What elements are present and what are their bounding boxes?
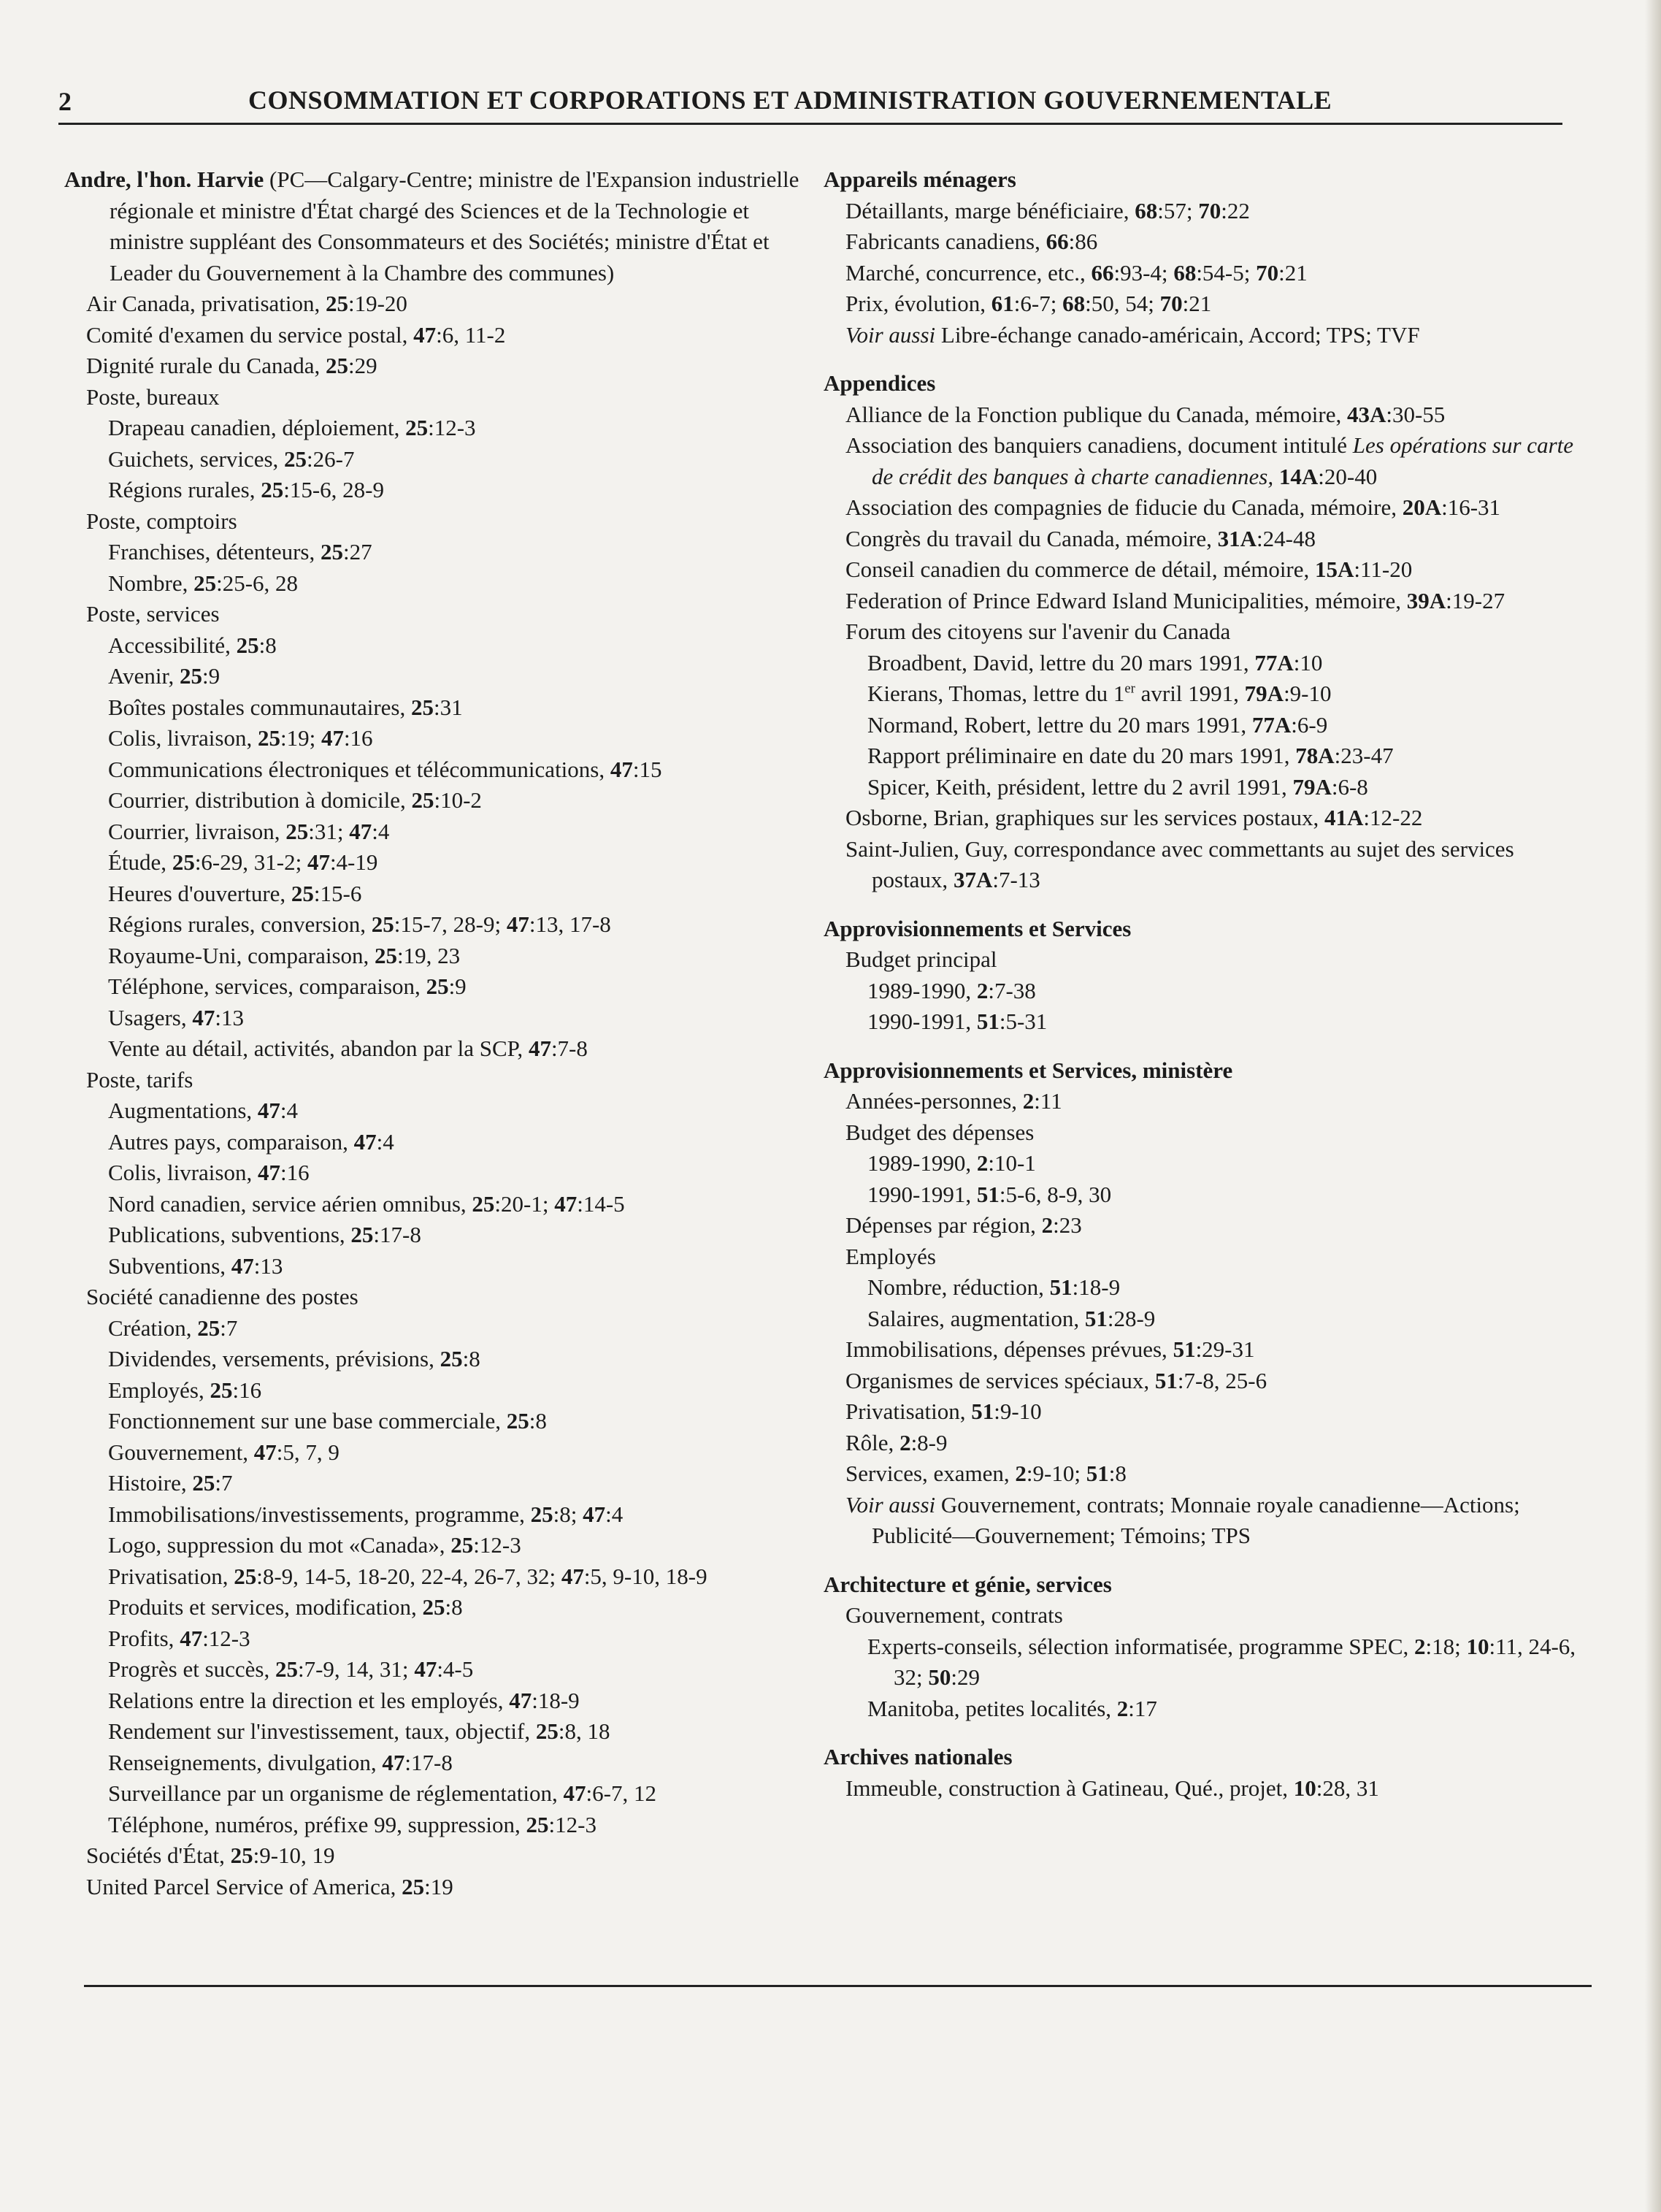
index-subentry: Dividendes, versements, prévisions, 25:8 (108, 1346, 480, 1371)
index-subentry: Royaume-Uni, comparaison, 25:19, 23 (108, 942, 461, 968)
index-subentry: Rendement sur l'investissement, taux, objectif, 25:8, 18 (108, 1718, 610, 1744)
index-subentry: Dignité rurale du Canada, 25:29 (86, 353, 377, 378)
index-heading: Approvisionnements et Services (824, 915, 1132, 941)
index-subentry: Association des banquiers canadiens, document intitulé Les opérations sur carte de crédit des banques à charte canadiennes, 14A:20-40 (845, 432, 1573, 489)
index-subentry: 1990-1991, 51:5-6, 8-9, 30 (867, 1181, 1112, 1207)
running-title: CONSOMMATION ET CORPORATIONS ET ADMINISTRATION GOUVERNEMENTALE (248, 85, 1332, 115)
index-subentry: Poste, tarifs (86, 1066, 193, 1092)
index-subentry: Rôle, 2:8-9 (845, 1429, 948, 1455)
index-heading: Approvisionnements et Services, ministère (824, 1057, 1233, 1083)
index-subentry: Fonctionnement sur une base commerciale, 25:8 (108, 1408, 547, 1434)
index-heading: Archives nationales (824, 1744, 1013, 1769)
index-subentry: Régions rurales, conversion, 25:15-7, 28-9; 47:13, 17-8 (108, 911, 611, 937)
index-subentry: Kierans, Thomas, lettre du 1er avril 1991, 79A:9-10 (867, 681, 1332, 706)
index-subentry: Association des compagnies de fiducie du Canada, mémoire, 20A:16-31 (845, 494, 1501, 520)
index-subentry: Autres pays, comparaison, 47:4 (108, 1128, 394, 1155)
index-subentry: Société canadienne des postes (86, 1284, 358, 1309)
index-subentry: Rapport préliminaire en date du 20 mars 1991, 78A:23-47 (867, 743, 1394, 768)
index-subentry: Augmentations, 47:4 (108, 1098, 299, 1123)
page-number: 2 (58, 87, 72, 116)
index-subentry: Budget principal (845, 946, 997, 972)
see-also: Voir aussi Libre-échange canado-américain, Accord; TPS; TVF (845, 321, 1420, 348)
index-subentry: 1990-1991, 51:5-31 (867, 1009, 1048, 1034)
index-subentry: Guichets, services, 25:26-7 (108, 445, 355, 472)
index-subentry: Subventions, 47:13 (108, 1252, 283, 1279)
right-column (824, 164, 1583, 1804)
index-subentry: Manitoba, petites localités, 2:17 (867, 1695, 1157, 1721)
index-subentry: Poste, comptoirs (86, 508, 237, 534)
index-subentry: Colis, livraison, 47:16 (108, 1160, 310, 1185)
index-subentry: Fabricants canadiens, 66:86 (845, 229, 1098, 254)
index-subentry: Broadbent, David, lettre du 20 mars 1991, 77A:10 (867, 649, 1323, 676)
index-subentry: Employés (845, 1243, 936, 1269)
index-subentry: Boîtes postales communautaires, 25:31 (108, 694, 463, 720)
index-subentry: Poste, services (86, 601, 220, 627)
index-subentry: Années-personnes, 2:11 (845, 1088, 1062, 1114)
index-subentry: Vente au détail, activités, abandon par la SCP, 47:7-8 (108, 1036, 588, 1061)
index-subentry: Experts-conseils, sélection informatisée, programme SPEC, 2:18; 10:11, 24-6, 32; 50:29 (867, 1633, 1576, 1690)
index-subentry: Profits, 47:12-3 (108, 1625, 250, 1651)
index-subentry: Nombre, 25:25-6, 28 (108, 570, 299, 596)
index-subentry: Prix, évolution, 61:6-7; 68:50, 54; 70:21 (845, 291, 1212, 316)
index-entry-andre: Andre, l'hon. Harvie (PC—Calgary-Centre; ministre de l'Expansion industrielle régionale et ministre d'État chargé des Sciences et de la Technologie et ministre suppléant des Consommateurs et des Sociétés; ministre d'État et Leader du Gouvernement à la Chambre des communes) (64, 167, 799, 286)
index-subentry: Budget des dépenses (845, 1119, 1035, 1145)
index-subentry: Produits et services, modification, 25:8 (108, 1594, 463, 1620)
index-subentry: Heures d'ouverture, 25:15-6 (108, 880, 362, 906)
index-subentry: Étude, 25:6-29, 31-2; 47:4-19 (108, 849, 378, 875)
bottom-rule (84, 1985, 1592, 1987)
index-subentry: Drapeau canadien, déploiement, 25:12-3 (108, 415, 476, 440)
index-subentry: Courrier, distribution à domicile, 25:10-2 (108, 787, 482, 813)
index-subentry: Franchises, détenteurs, 25:27 (108, 539, 372, 565)
index-heading: Architecture et génie, services (824, 1571, 1112, 1597)
index-subentry: Immobilisations, dépenses prévues, 51:29-31 (845, 1336, 1255, 1362)
index-subentry: Régions rurales, 25:15-6, 28-9 (108, 477, 384, 502)
index-subentry: Employés, 25:16 (108, 1377, 262, 1403)
index-subentry: Dépenses par région, 2:23 (845, 1212, 1082, 1238)
index-subentry: Comité d'examen du service postal, 47:6, 11-2 (86, 321, 506, 348)
index-subentry: Air Canada, privatisation, 25:19-20 (86, 291, 407, 316)
index-subentry: Alliance de la Fonction publique du Canada, mémoire, 43A:30-55 (845, 401, 1446, 427)
index-subentry: Forum des citoyens sur l'avenir du Canada (845, 619, 1231, 644)
index-subentry: Nord canadien, service aérien omnibus, 25:20-1; 47:14-5 (108, 1190, 625, 1217)
index-subentry: Gouvernement, contrats (845, 1602, 1063, 1628)
index-subentry: United Parcel Service of America, 25:19 (86, 1873, 453, 1899)
index-subentry: Histoire, 25:7 (108, 1470, 233, 1496)
index-subentry: Sociétés d'État, 25:9-10, 19 (86, 1842, 335, 1868)
index-subentry: Congrès du travail du Canada, mémoire, 31A:24-48 (845, 525, 1316, 551)
index-subentry: Création, 25:7 (108, 1314, 238, 1341)
see-also: Voir aussi Gouvernement, contrats; Monnaie royale canadienne—Actions; Publicité—Gouvernement; Témoins; TPS (845, 1491, 1520, 1548)
index-subentry: Osborne, Brian, graphiques sur les services postaux, 41A:12-22 (845, 805, 1423, 830)
index-subentry: Téléphone, numéros, préfixe 99, suppression, 25:12-3 (108, 1811, 596, 1837)
index-subentry: Gouvernement, 47:5, 7, 9 (108, 1439, 340, 1465)
index-subentry: 1989-1990, 2:10-1 (867, 1150, 1036, 1176)
index-subentry: Services, examen, 2:9-10; 51:8 (845, 1461, 1127, 1486)
index-subentry: Salaires, augmentation, 51:28-9 (867, 1305, 1156, 1331)
top-rule (58, 123, 1562, 125)
index-subentry: Usagers, 47:13 (108, 1004, 244, 1030)
index-subentry: Immobilisations/investissements, programme, 25:8; 47:4 (108, 1501, 624, 1527)
index-subentry: Conseil canadien du commerce de détail, mémoire, 15A:11-20 (845, 556, 1413, 582)
index-heading: Appareils ménagers (824, 167, 1016, 192)
index-subentry: Progrès et succès, 25:7-9, 14, 31; 47:4-5 (108, 1656, 474, 1682)
index-subentry: Relations entre la direction et les employés, 47:18-9 (108, 1687, 580, 1713)
index-subentry: Renseignements, divulgation, 47:17-8 (108, 1749, 453, 1775)
index-subentry: Publications, subventions, 25:17-8 (108, 1222, 421, 1247)
index-subentry: Nombre, réduction, 51:18-9 (867, 1274, 1121, 1300)
index-subentry: Privatisation, 51:9-10 (845, 1398, 1042, 1424)
index-subentry: Détaillants, marge bénéficiaire, 68:57; 70:22 (845, 197, 1250, 223)
index-subentry: Saint-Julien, Guy, correspondance avec commettants au sujet des services postaux, 37A:7-13 (845, 835, 1514, 892)
left-column (64, 164, 802, 1902)
index-subentry: Téléphone, services, comparaison, 25:9 (108, 973, 467, 999)
index-subentry: Colis, livraison, 25:19; 47:16 (108, 725, 373, 751)
index-subentry: Accessibilité, 25:8 (108, 632, 277, 658)
index-subentry: Privatisation, 25:8-9, 14-5, 18-20, 22-4, 26-7, 32; 47:5, 9-10, 18-9 (108, 1563, 707, 1589)
index-subentry: Communications électroniques et télécommunications, 47:15 (108, 756, 662, 782)
index-subentry: Surveillance par un organisme de réglementation, 47:6-7, 12 (108, 1780, 656, 1806)
index-subentry: Spicer, Keith, président, lettre du 2 avril 1991, 79A:6-8 (867, 773, 1368, 800)
index-subentry: Federation of Prince Edward Island Municipalities, mémoire, 39A:19-27 (845, 587, 1505, 613)
index-subentry: Organismes de services spéciaux, 51:7-8, 25-6 (845, 1367, 1267, 1393)
index-subentry: Poste, bureaux (86, 383, 220, 410)
index-heading: Appendices (824, 370, 936, 396)
index-subentry: Avenir, 25:9 (108, 663, 220, 689)
index-subentry: Logo, suppression du mot «Canada», 25:12-3 (108, 1532, 521, 1558)
index-subentry: Courrier, livraison, 25:31; 47:4 (108, 818, 390, 844)
index-subentry: 1989-1990, 2:7-38 (867, 977, 1036, 1003)
index-subentry: Immeuble, construction à Gatineau, Qué., projet, 10:28, 31 (845, 1775, 1379, 1801)
page-edge-shadow (1645, 0, 1661, 2212)
index-subentry: Marché, concurrence, etc., 66:93-4; 68:54-5; 70:21 (845, 259, 1308, 286)
index-subentry: Normand, Robert, lettre du 20 mars 1991, 77A:6-9 (867, 711, 1328, 738)
